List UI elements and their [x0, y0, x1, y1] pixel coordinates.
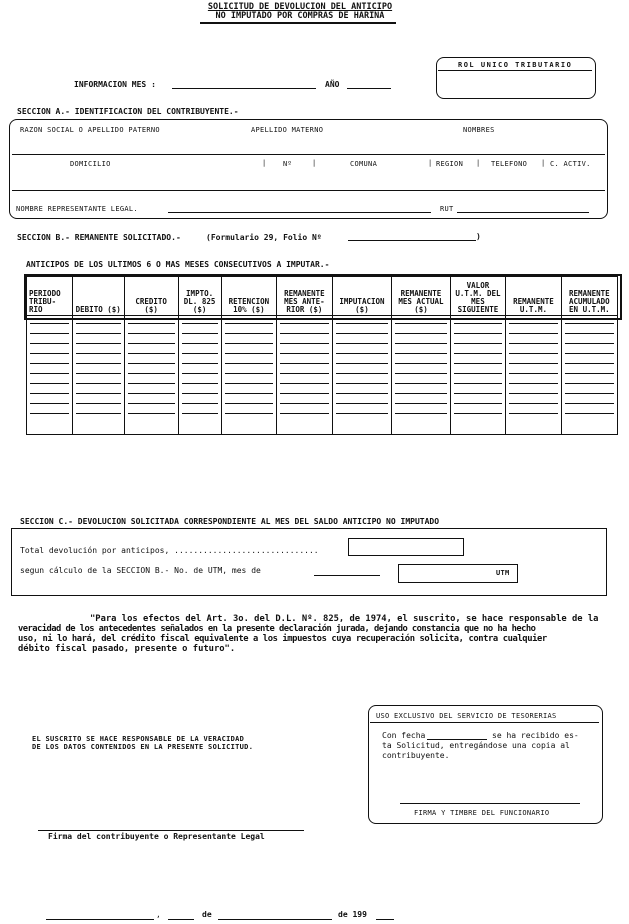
table-cell[interactable]: [27, 376, 73, 386]
table-row: [27, 346, 618, 356]
table-cell[interactable]: [124, 316, 178, 327]
table-cell[interactable]: [450, 356, 506, 366]
anticipos-table: [26, 276, 618, 435]
table-cell[interactable]: [124, 336, 178, 346]
folio-close: ): [476, 232, 481, 241]
table-cell[interactable]: [506, 316, 562, 327]
table-cell[interactable]: [561, 366, 617, 376]
contribuyente-signature-line[interactable]: [38, 830, 304, 831]
nombres-label: NOMBRES: [463, 126, 495, 134]
rut-field[interactable]: [457, 212, 589, 213]
anticipos-header-row: [27, 277, 618, 316]
telefono-label: TELEFONO: [491, 160, 528, 168]
table-cell[interactable]: [506, 346, 562, 356]
table-bottom-row: [27, 416, 618, 435]
pipe-sep: |: [428, 159, 433, 167]
mes-de-field[interactable]: [314, 575, 380, 576]
table-cell[interactable]: [332, 316, 392, 327]
table-cell[interactable]: [450, 376, 506, 386]
table-cell[interactable]: [72, 356, 124, 366]
column-header-9: VALOR U.T.M. DEL MES SIGUIENTE: [450, 277, 506, 316]
table-cell[interactable]: [72, 326, 124, 336]
table-cell[interactable]: [72, 416, 124, 435]
representante-field[interactable]: [168, 212, 431, 213]
table-cell[interactable]: [178, 396, 221, 406]
table-cell[interactable]: [221, 366, 277, 376]
table-row: [27, 406, 618, 416]
segun-calculo-label: segun cálculo de la SECCION B.- No. de UTM, mes de: [20, 566, 261, 575]
table-cell[interactable]: [27, 326, 73, 336]
cod-activ-label: C. ACTIV.: [550, 160, 591, 168]
domicilio-field[interactable]: [12, 190, 605, 191]
table-cell[interactable]: [332, 396, 392, 406]
table-cell[interactable]: [332, 366, 392, 376]
table-cell[interactable]: [221, 386, 277, 396]
tesoreria-text-4: contribuyente.: [382, 751, 450, 760]
table-cell[interactable]: [72, 376, 124, 386]
table-cell[interactable]: [27, 346, 73, 356]
total-devolucion-field[interactable]: [348, 538, 464, 556]
table-cell[interactable]: [506, 386, 562, 396]
table-cell[interactable]: [450, 366, 506, 376]
rut-box-divider: [438, 70, 592, 71]
table-cell[interactable]: [561, 316, 617, 327]
comuna-label: COMUNA: [350, 160, 378, 168]
ano-field[interactable]: [347, 88, 391, 89]
informacion-mes-label: INFORMACION MES :: [74, 80, 156, 89]
table-cell[interactable]: [450, 406, 506, 416]
dia-field[interactable]: [168, 919, 194, 920]
table-cell[interactable]: [221, 316, 277, 327]
funcionario-signature-line[interactable]: [400, 803, 580, 804]
table-row: [27, 396, 618, 406]
table-cell[interactable]: [221, 356, 277, 366]
table-cell[interactable]: [277, 396, 333, 406]
table-cell[interactable]: [124, 376, 178, 386]
table-cell[interactable]: [124, 366, 178, 376]
table-cell[interactable]: [178, 406, 221, 416]
tesoreria-divider: [370, 722, 599, 723]
total-devolucion-label: Total devolución por anticipos, ..............................: [20, 546, 319, 555]
table-cell[interactable]: [332, 416, 392, 435]
table-cell[interactable]: [392, 406, 450, 416]
numero-label: Nº: [283, 160, 293, 168]
column-header-11: REMANENTE ACUMULADO EN U.T.M.: [561, 277, 617, 316]
tesoreria-fecha-field[interactable]: [427, 739, 487, 740]
table-cell[interactable]: [277, 366, 333, 376]
seccion-b-title: SECCION B.- REMANENTE SOLICITADO.-: [17, 233, 181, 242]
table-cell[interactable]: [221, 376, 277, 386]
table-cell[interactable]: [506, 406, 562, 416]
table-row: [27, 356, 618, 366]
tesoreria-text-2: se ha recibido es-: [492, 731, 579, 740]
region-label: REGION: [436, 160, 464, 168]
table-cell[interactable]: [332, 376, 392, 386]
table-cell[interactable]: [561, 396, 617, 406]
table-cell[interactable]: [124, 416, 178, 435]
table-cell[interactable]: [221, 326, 277, 336]
declaracion-line-2: veracidad de los antecedentes señalados en la presente declaración jurada, dejando constancia que no ha hecho: [18, 624, 536, 634]
title-underline: [200, 22, 396, 24]
table-cell[interactable]: [27, 366, 73, 376]
table-row: [27, 366, 618, 376]
table-cell[interactable]: [27, 396, 73, 406]
table-cell[interactable]: [450, 386, 506, 396]
title-line-2: NO IMPUTADO POR COMPRAS DE HARINA: [215, 11, 385, 21]
column-header-3: CREDITO ($): [124, 277, 178, 316]
column-header-6: REMANENTE MES ANTE- RIOR ($): [277, 277, 333, 316]
table-cell[interactable]: [332, 326, 392, 336]
table-cell[interactable]: [450, 336, 506, 346]
table-cell[interactable]: [221, 346, 277, 356]
seccion-c-box: [11, 528, 607, 596]
table-cell[interactable]: [124, 326, 178, 336]
table-cell[interactable]: [27, 386, 73, 396]
table-cell[interactable]: [124, 396, 178, 406]
declaracion-line-4: débito fiscal pasado, presente o futuro".: [18, 644, 236, 654]
table-cell[interactable]: [392, 356, 450, 366]
table-cell[interactable]: [506, 376, 562, 386]
column-header-7: IMPUTACION ($): [332, 277, 392, 316]
rol-unico-label: ROL UNICO TRIBUTARIO: [458, 61, 573, 69]
table-cell[interactable]: [27, 406, 73, 416]
table-cell[interactable]: [72, 316, 124, 327]
pipe-sep: |: [541, 159, 546, 167]
folio-field[interactable]: [348, 240, 476, 241]
table-cell[interactable]: [277, 336, 333, 346]
table-cell[interactable]: [277, 316, 333, 327]
table-cell[interactable]: [221, 406, 277, 416]
pipe-sep: |: [262, 159, 267, 167]
table-cell[interactable]: [450, 416, 506, 435]
lugar-field[interactable]: [46, 919, 154, 920]
de-label-1: de: [202, 910, 212, 919]
table-cell[interactable]: [178, 416, 221, 435]
representante-label: NOMBRE REPRESENTANTE LEGAL.: [16, 205, 138, 213]
table-cell[interactable]: [450, 346, 506, 356]
title-line-1: SOLICITUD DE DEVOLUCION DEL ANTICIPO: [207, 2, 393, 12]
table-cell[interactable]: [561, 346, 617, 356]
table-cell[interactable]: [561, 376, 617, 386]
table-cell[interactable]: [450, 316, 506, 327]
table-cell[interactable]: [392, 386, 450, 396]
column-header-2: DEBITO ($): [72, 277, 124, 316]
table-row: [27, 376, 618, 386]
firma-contribuyente-label: Firma del contribuyente o Representante Legal: [48, 832, 265, 841]
table-row: [27, 336, 618, 346]
table-cell[interactable]: [72, 336, 124, 346]
table-cell[interactable]: [178, 336, 221, 346]
ano-fecha-field[interactable]: [376, 919, 394, 920]
table-row: [27, 386, 618, 396]
seccion-a-title: SECCION A.- IDENTIFICACION DEL CONTRIBUYENTE.-: [17, 107, 239, 116]
table-cell[interactable]: [72, 346, 124, 356]
table-cell[interactable]: [332, 336, 392, 346]
column-header-10: REMANENTE U.T.M.: [506, 277, 562, 316]
seccion-c-title: SECCION C.- DEVOLUCION SOLICITADA CORRESPONDIENTE AL MES DEL SALDO ANTICIPO NO IMPUTADO: [20, 517, 440, 526]
table-cell[interactable]: [277, 346, 333, 356]
de-label-2: de 199: [338, 910, 367, 919]
table-cell[interactable]: [506, 336, 562, 346]
table-cell[interactable]: [178, 376, 221, 386]
table-cell[interactable]: [221, 416, 277, 435]
table-cell[interactable]: [27, 316, 73, 327]
table-cell[interactable]: [178, 316, 221, 327]
rut-label: RUT: [440, 205, 454, 213]
table-cell[interactable]: [277, 386, 333, 396]
table-cell[interactable]: [561, 356, 617, 366]
table-cell[interactable]: [332, 356, 392, 366]
mes-field[interactable]: [172, 88, 316, 89]
table-cell[interactable]: [332, 386, 392, 396]
table-cell[interactable]: [72, 406, 124, 416]
table-cell[interactable]: [72, 396, 124, 406]
table-cell[interactable]: [277, 406, 333, 416]
ano-label: AÑO: [325, 80, 340, 89]
firma-funcionario-label: FIRMA Y TIMBRE DEL FUNCIONARIO: [414, 809, 550, 817]
seccion-a-box: [9, 119, 608, 219]
column-header-8: REMANENTE MES ACTUAL ($): [392, 277, 450, 316]
responsable-line-2: DE LOS DATOS CONTENIDOS EN LA PRESENTE SOLICITUD.: [32, 743, 254, 751]
formulario-label: (Formulario 29, Folio Nº: [206, 233, 322, 242]
table-cell[interactable]: [392, 326, 450, 336]
table-cell[interactable]: [124, 386, 178, 396]
table-cell[interactable]: [332, 406, 392, 416]
table-cell[interactable]: [221, 396, 277, 406]
table-cell[interactable]: [561, 326, 617, 336]
table-cell[interactable]: [178, 346, 221, 356]
table-cell[interactable]: [178, 386, 221, 396]
razon-social-label: RAZON SOCIAL O APELLIDO PATERNO: [20, 126, 160, 134]
comma-sep: ,: [156, 910, 161, 919]
table-cell[interactable]: [392, 396, 450, 406]
table-cell[interactable]: [506, 326, 562, 336]
table-cell[interactable]: [27, 356, 73, 366]
declaracion-line-1: "Para los efectos del Art. 3o. del D.L. Nº. 825, de 1974, el suscrito, se hace responsable de la: [90, 614, 599, 624]
column-header-4: IMPTO. DL. 825 ($): [178, 277, 221, 316]
form-title: [180, 3, 420, 21]
table-cell[interactable]: [72, 366, 124, 376]
table-cell[interactable]: [561, 386, 617, 396]
table-row: [27, 326, 618, 336]
razon-social-field[interactable]: [12, 154, 605, 155]
table-cell[interactable]: [124, 406, 178, 416]
anticipos-title: ANTICIPOS DE LOS ULTIMOS 6 O MAS MESES CONSECUTIVOS A IMPUTAR.-: [26, 260, 330, 269]
table-cell[interactable]: [178, 326, 221, 336]
table-cell[interactable]: [561, 416, 617, 435]
table-cell[interactable]: [506, 366, 562, 376]
table-cell[interactable]: [506, 416, 562, 435]
table-cell[interactable]: [277, 376, 333, 386]
table-cell[interactable]: [124, 346, 178, 356]
table-cell[interactable]: [277, 326, 333, 336]
table-cell[interactable]: [277, 416, 333, 435]
table-cell[interactable]: [561, 406, 617, 416]
table-cell[interactable]: [450, 396, 506, 406]
tesoreria-text-3: ta Solicitud, entregándose una copia al: [382, 741, 570, 750]
tesoreria-con-fecha: Con fecha: [382, 731, 426, 740]
table-cell[interactable]: [72, 386, 124, 396]
table-cell[interactable]: [392, 336, 450, 346]
table-cell[interactable]: [178, 356, 221, 366]
column-header-1: PERIODO TRIBU- RIO: [27, 277, 73, 316]
column-header-5: RETENCION 10% ($): [221, 277, 277, 316]
declaracion-line-3: uso, ni lo hará, del crédito fiscal equivalente a los impuestos cuya recuperación solicita, contra cualquier: [18, 634, 547, 644]
table-cell[interactable]: [221, 336, 277, 346]
table-cell[interactable]: [392, 316, 450, 327]
pipe-sep: |: [312, 159, 317, 167]
table-cell[interactable]: [450, 326, 506, 336]
table-cell[interactable]: [392, 416, 450, 435]
table-cell[interactable]: [124, 356, 178, 366]
table-cell[interactable]: [506, 356, 562, 366]
pipe-sep: |: [476, 159, 481, 167]
table-cell[interactable]: [392, 346, 450, 356]
table-cell[interactable]: [27, 416, 73, 435]
utm-label: UTM: [496, 569, 510, 577]
table-cell[interactable]: [392, 376, 450, 386]
mes-fecha-field[interactable]: [218, 919, 332, 920]
table-cell[interactable]: [27, 336, 73, 346]
table-cell[interactable]: [277, 356, 333, 366]
table-cell[interactable]: [392, 366, 450, 376]
table-cell[interactable]: [178, 366, 221, 376]
tesoreria-title: USO EXCLUSIVO DEL SERVICIO DE TESORERIAS: [376, 712, 557, 720]
table-cell[interactable]: [506, 396, 562, 406]
responsable-line-1: EL SUSCRITO SE HACE RESPONSABLE DE LA VERACIDAD: [32, 735, 245, 743]
table-cell[interactable]: [561, 336, 617, 346]
table-row: [27, 316, 618, 327]
domicilio-label: DOMICILIO: [70, 160, 111, 168]
apellido-materno-label: APELLIDO MATERNO: [251, 126, 324, 134]
table-cell[interactable]: [332, 346, 392, 356]
